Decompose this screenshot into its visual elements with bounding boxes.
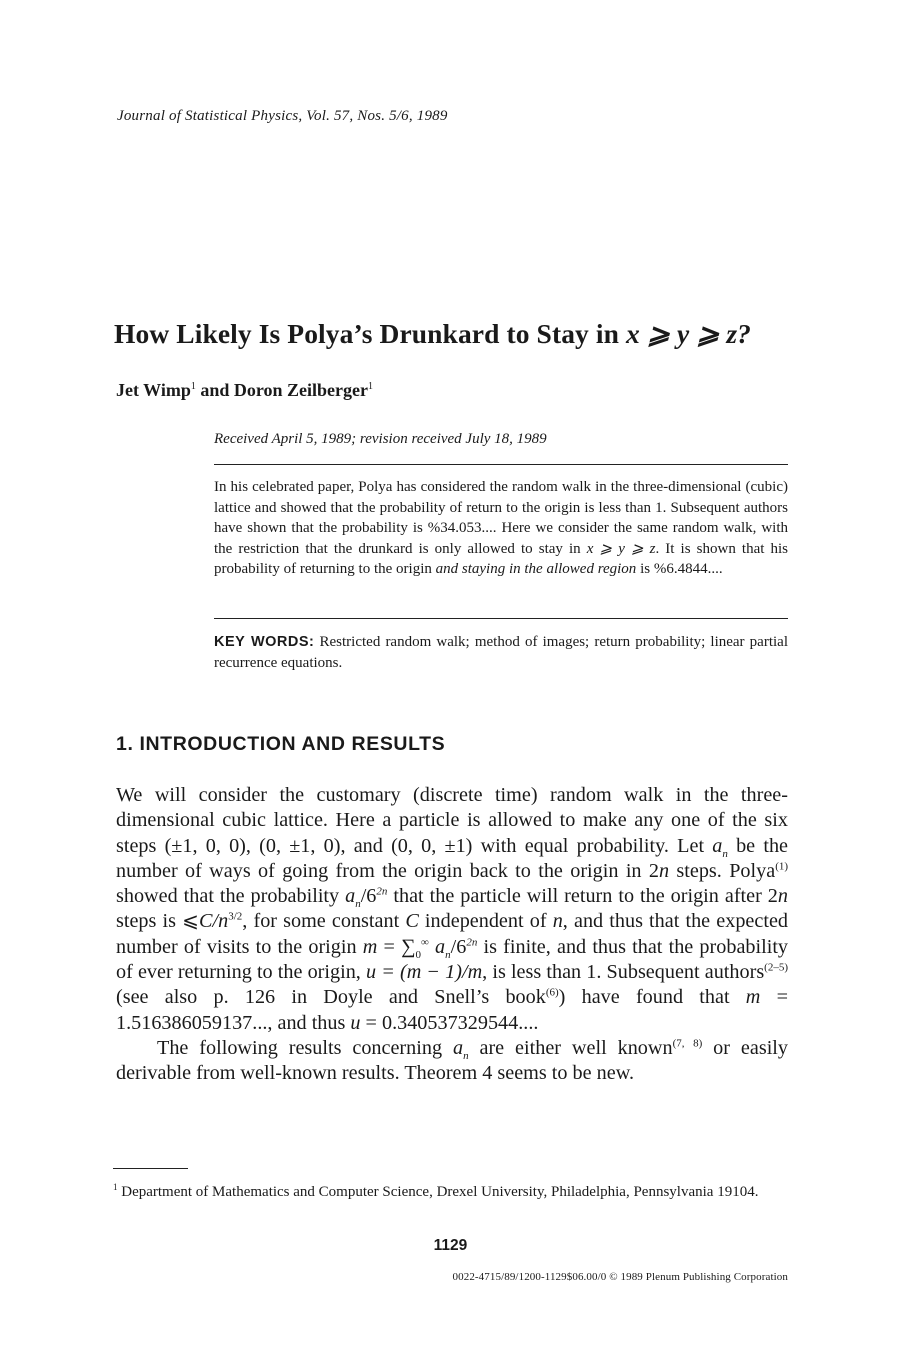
received-dates: Received April 5, 1989; revision received July 18, 1989	[214, 431, 547, 447]
citation-ref: (6)	[545, 986, 559, 999]
author-1: Jet Wimp	[116, 380, 191, 400]
footnote-mark: 1	[113, 1182, 118, 1192]
body-text	[116, 783, 788, 1087]
footnote	[113, 1182, 788, 1203]
paragraph-1: We will consider the customary (discrete time) random walk in the three-dimensional cubic lattice. Here a particle is allowed to make any one of the six steps (±1, 0, 0), (0, ±1, 0), and (0, 0, ±1) with equal probability. Let $a_n$ be the number of ways of going from the origin back to the origin in 2n steps. Polya$^{(1)}$ showed that the probability $a_n/6^{2n}$ that the particle will return to the origin after 2n steps is $⩽C/n^{3/2}$, for some constant C independent of n, and thus that the expected number of visits to the origin $m = \sum_0^\infty$ $a_n/6^{2n}$ is finite, and thus that the probability of ever returning to the origin, u = (m − 1)/m, is less than 1. Subsequent authors$^{(2-5)}$ (see also p. 126 in Doyle and Snell’s book$^{(6)}$) have found that m = 1.516386059137..., and thus u = 0.340537329544....	[116, 784, 789, 1034]
abstract-emphasis: and staying in the allowed region	[435, 561, 637, 578]
keywords-label: KEY WORDS:	[214, 634, 315, 650]
title-text: How Likely Is Polya’s Drunkard to Stay in	[114, 318, 626, 349]
keywords-text: Restricted random walk; method of images; return probability; linear partial recurrence equations.	[214, 634, 788, 671]
citation-ref: (1)	[775, 860, 789, 873]
footnote-text: Department of Mathematics and Computer Science, Drexel University, Philadelphia, Pennsylvania 19104.	[117, 1184, 759, 1200]
author-conjunction: and	[195, 380, 234, 400]
paragraph-2: The following results concerning $a_n$ are either well known$^{(7, 8)}$ or easily derivable from well-known results. Theorem 4 seems to be new.	[116, 1036, 789, 1085]
author-2: Doron Zeilberger	[233, 380, 369, 400]
citation-ref: (7, 8)	[672, 1037, 703, 1050]
abstract	[214, 477, 788, 580]
abstract-text-1: In his celebrated paper, Polya has considered the random walk in the three-dimensional (cubic) lattice and showed that the probability of return to the origin is less than 1. Subsequent authors have shown that the probability is %34.053.... Here we consider the same random walk, with the restriction that the drunkard is only allowed to stay in	[214, 479, 788, 557]
abstract-math: x ⩾ y ⩾ z	[586, 540, 656, 557]
author-line	[116, 380, 373, 401]
copyright-line: 0022-4715/89/1200-1129$06.00/0 © 1989 Plenum Publishing Corporation	[452, 1271, 788, 1283]
abstract-bottom-rule	[214, 618, 788, 619]
footnote-rule	[113, 1168, 188, 1169]
abstract-text-2: . It is shown that his probability of returning to the origin	[214, 540, 788, 578]
title-math: x ⩾ y ⩾ z?	[626, 318, 751, 349]
abstract-top-rule	[214, 464, 788, 465]
page-number: 1129	[433, 1237, 468, 1254]
section-heading: 1. INTRODUCTION AND RESULTS	[116, 733, 446, 755]
author-1-affiliation-mark: 1	[190, 381, 196, 392]
paper-title	[114, 318, 814, 350]
journal-citation: Journal of Statistical Physics, Vol. 57, Nos. 5/6, 1989	[117, 108, 448, 124]
abstract-text-3: is %6.4844....	[636, 561, 723, 578]
author-2-affiliation-mark: 1	[368, 381, 374, 392]
citation-ref: (2–5)	[764, 961, 788, 974]
keywords	[214, 632, 788, 674]
